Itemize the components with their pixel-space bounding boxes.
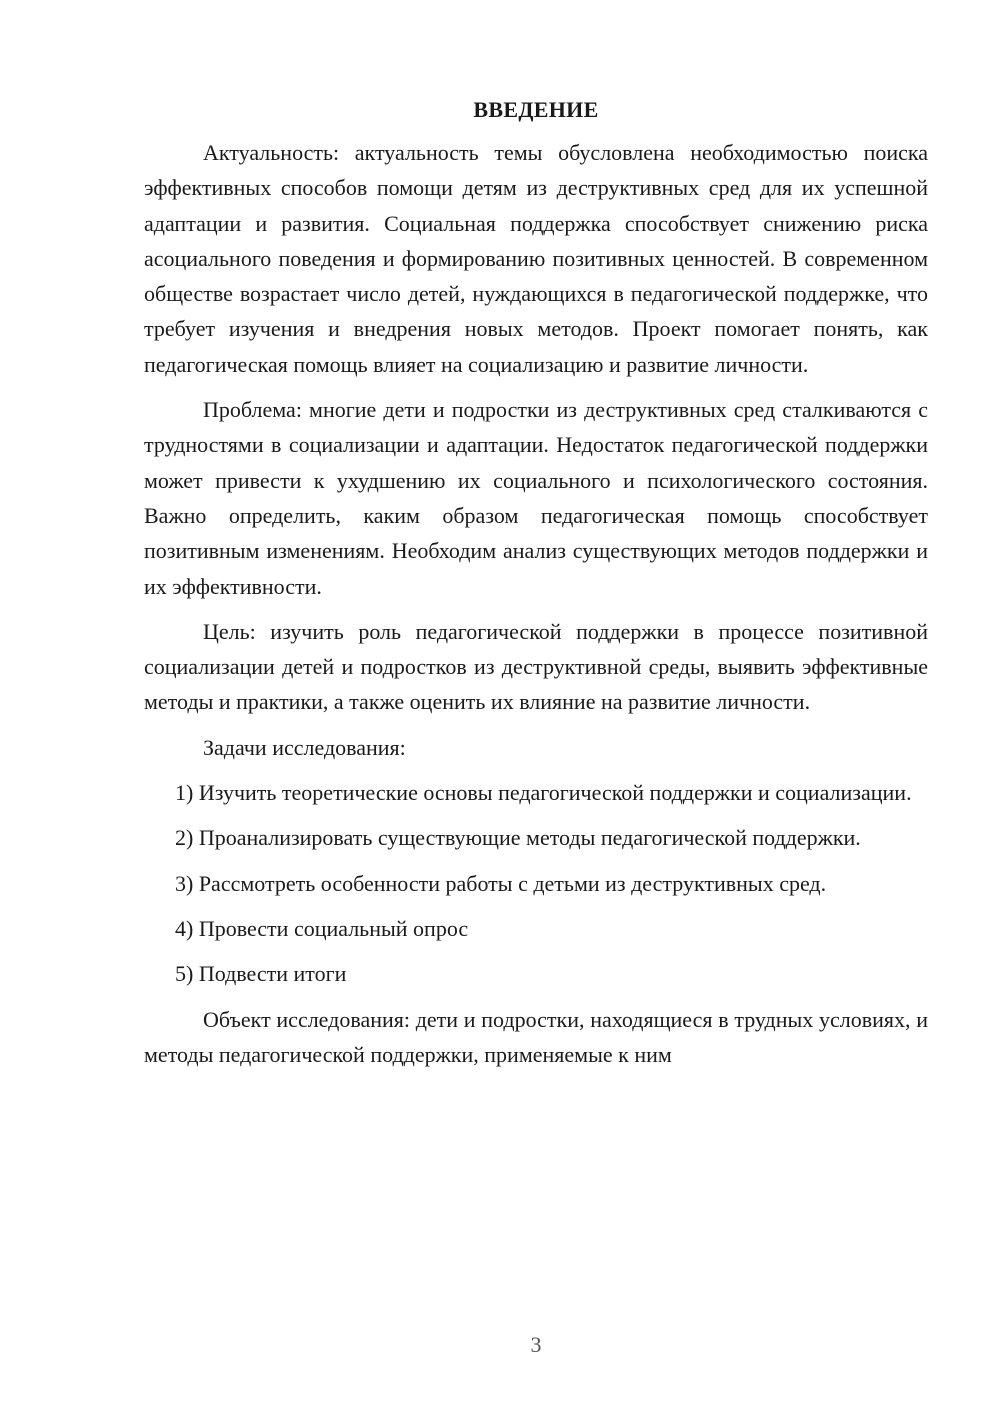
task-item: 1) Изучить теоретические основы педагогической поддержки и социализации.: [175, 780, 912, 806]
task-item: 2) Проанализировать существующие методы педагогической поддержки.: [175, 825, 861, 851]
page-number: 3: [530, 1332, 542, 1357]
problem-paragraph: Проблема: многие дети и подростки из деструктивных сред сталкиваются с трудностями в социализации и адаптации. Недостаток педагогической поддержки может привести к ухудшению их социального и психологического состояния. Важно определить, каким образом педагогическая помощь способствует позитивным изменениям. Необходим анализ существующих методов поддержки и их эффективности.: [144, 397, 928, 599]
task-item: 3) Рассмотреть особенности работы с детьми из деструктивных сред.: [175, 870, 827, 896]
goal-paragraph: Цель: изучить роль педагогической поддержки в процессе позитивной социализации детей и подростков из деструктивной среды, выявить эффективные методы и практики, а также оценить их влияние на развитие личности.: [144, 618, 928, 715]
task-item: 5) Подвести итоги: [175, 961, 347, 987]
task-item: 4) Провести социальный опрос: [175, 915, 469, 941]
object-paragraph: Объект исследования: дети и подростки, находящиеся в трудных условиях, и методы педагогической поддержки, применяемые к ним: [144, 1006, 928, 1067]
relevance-paragraph: Актуальность: актуальность темы обусловлена необходимостью поиска эффективных способов помощи детям из деструктивных сред для их успешной адаптации и развития. Социальная поддержка способствует снижению риска асоциального поведения и формированию позитивных ценностей. В современном обществе возрастает число детей, нуждающихся в педагогической поддержке, что требует изучения и внедрения новых методов. Проект помогает понять, как педагогическая помощь влияет на социализацию и развитие личности.: [144, 140, 928, 377]
page-title: ВВЕДЕНИЕ: [473, 97, 599, 122]
tasks-heading: Задачи исследования:: [203, 734, 406, 760]
page-content: [144, 92, 928, 1082]
